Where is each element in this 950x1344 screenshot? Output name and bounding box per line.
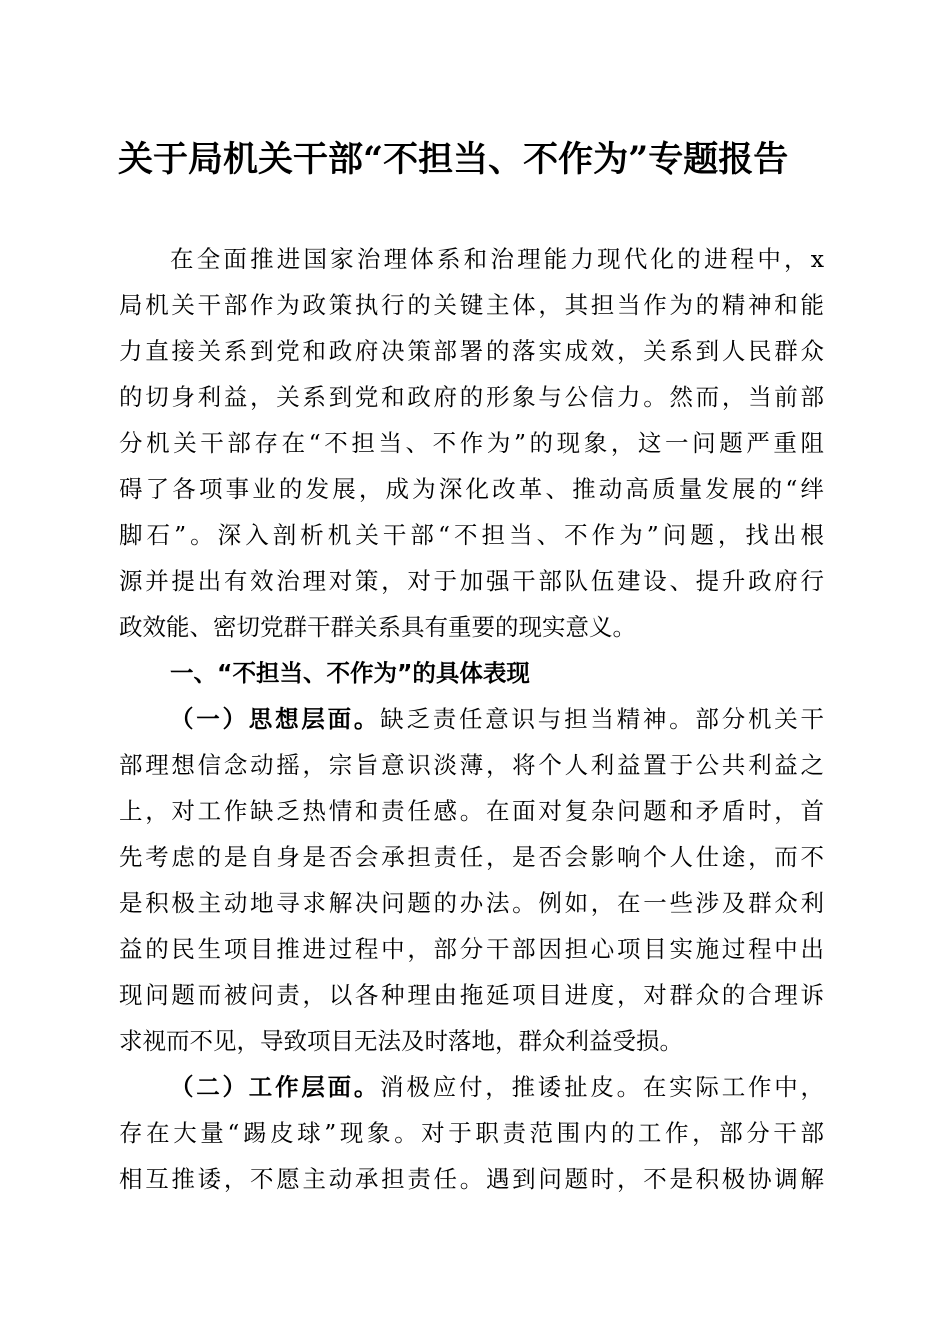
subsection-text: 消极应付，推诿扯皮。在实际工作中， — [380, 1073, 825, 1101]
paragraph-line: 先考虑的是自身是否会承担责任，是否会影响个人仕途，而不 — [119, 843, 824, 871]
intro-line: 碍了各项事业的发展，成为深化改革、推动高质量发展的“绊 — [119, 475, 824, 503]
intro-line: 局机关干部作为政策执行的关键主体，其担当作为的精神和能 — [119, 291, 824, 319]
paragraph-line: 益的民生项目推进过程中，部分干部因担心项目实施过程中出 — [119, 935, 824, 963]
document-body — [119, 236, 824, 1202]
intro-line: 在全面推进国家治理体系和治理能力现代化的进程中，x — [170, 245, 824, 273]
intro-line: 分机关干部存在“不担当、不作为”的现象，这一问题严重阻 — [119, 429, 824, 457]
intro-line: 脚石”。深入剖析机关干部“不担当、不作为”问题，找出根 — [119, 521, 824, 549]
intro-line: 的切身利益，关系到党和政府的形象与公信力。然而，当前部 — [119, 383, 824, 411]
paragraph-line: 存在大量“踢皮球”现象。对于职责范围内的工作，部分干部 — [119, 1119, 824, 1147]
section-heading: 一、“不担当、不作为”的具体表现 — [170, 659, 530, 687]
paragraph-line: 求视而不见，导致项目无法及时落地，群众利益受损。 — [119, 1027, 683, 1055]
intro-line: 源并提出有效治理对策，对于加强干部队伍建设、提升政府行 — [119, 567, 824, 595]
paragraph-line: 部理想信念动摇，宗旨意识淡薄，将个人利益置于公共利益之 — [119, 751, 824, 779]
subsection-first-line — [119, 1064, 824, 1110]
subsection-first-line — [119, 696, 824, 742]
paragraph-line: 现问题而被问责，以各种理由拖延项目进度，对群众的合理诉 — [119, 981, 824, 1009]
subsection-text: 缺乏责任意识与担当精神。部分机关干 — [380, 705, 825, 733]
intro-line: 力直接关系到党和政府决策部署的落实成效，关系到人民群众 — [119, 337, 824, 365]
paragraph-line: 是积极主动地寻求解决问题的办法。例如，在一些涉及群众利 — [119, 889, 824, 917]
subsection-label: （二）工作层面。 — [170, 1073, 381, 1101]
subsection-label: （一）思想层面。 — [170, 705, 381, 733]
document-title: 关于局机关干部“不担当、不作为”专题报告 — [118, 139, 789, 180]
paragraph-line: 相互推诿，不愿主动承担责任。遇到问题时，不是积极协调解 — [119, 1165, 824, 1193]
intro-line: 政效能、密切党群干群关系具有重要的现实意义。 — [119, 613, 636, 641]
paragraph-line: 上，对工作缺乏热情和责任感。在面对复杂问题和矛盾时，首 — [119, 797, 824, 825]
